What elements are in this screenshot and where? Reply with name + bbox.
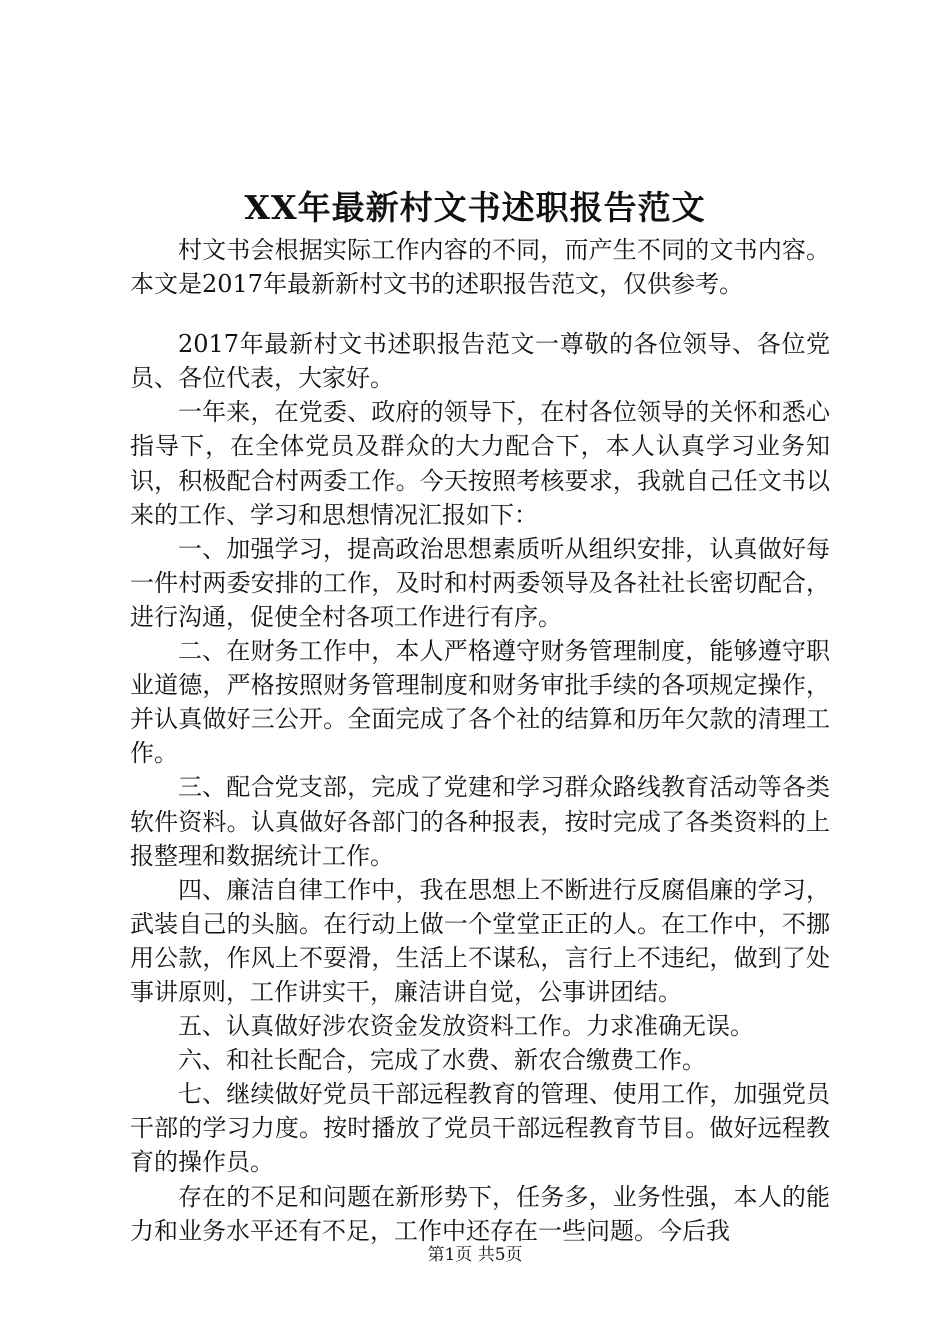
- paragraph-item-7: 七、继续做好党员干部远程教育的管理、使用工作，加强党员干部的学习力度。按时播放了党员干部远程教育节目。做好远程教育的操作员。: [130, 1080, 830, 1177]
- paragraph-greeting: 2017年最新村文书述职报告范文一尊敬的各位领导、各位党员、各位代表，大家好。: [130, 330, 830, 393]
- paragraph-item-2: 二、在财务工作中，本人严格遵守财务管理制度，能够遵守职业道德，严格按照财务管理制度和财务审批手续的各项规定操作，并认真做好三公开。全面完成了各个社的结算和历年欠款的清理工作。: [130, 637, 830, 768]
- page-footer: 第1页 共5页: [427, 1245, 523, 1265]
- paragraph-item-3: 三、配合党支部，完成了党建和学习群众路线教育活动等各类软件资料。认真做好各部门的各种报表，按时完成了各类资料的上报整理和数据统计工作。: [130, 773, 830, 870]
- document-title: XX年最新村文书述职报告范文: [244, 188, 706, 227]
- paragraph-shortcomings: 存在的不足和问题在新形势下，任务多，业务性强，本人的能力和业务水平还有不足，工作中还存在一些问题。今后我: [130, 1182, 830, 1245]
- paragraph-item-6: 六、和社长配合，完成了水费、新农合缴费工作。: [178, 1046, 706, 1075]
- document-body: [130, 233, 830, 1248]
- paragraph-overview: 一年来，在党委、政府的领导下，在村各位领导的关怀和悉心指导下，在全体党员及群众的大力配合下，本人认真学习业务知识，积极配合村两委工作。今天按照考核要求，我就自己任文书以来的工作、学习和思想情况汇报如下：: [130, 398, 830, 529]
- paragraph-item-1: 一、加强学习，提高政治思想素质听从组织安排，认真做好每一件村两委安排的工作，及时和村两委领导及各社社长密切配合，进行沟通，促使全村各项工作进行有序。: [130, 534, 830, 631]
- paragraph-item-4: 四、廉洁自律工作中，我在思想上不断进行反腐倡廉的学习，武装自己的头脑。在行动上做一个堂堂正正的人。在工作中，不挪用公款，作风上不耍滑，生活上不谋私，言行上不违纪，做到了处事讲原则，工作讲实干，廉洁讲自觉，公事讲团结。: [130, 875, 830, 1006]
- paragraph-item-5: 五、认真做好涉农资金发放资料工作。力求准确无误。: [178, 1012, 754, 1041]
- paragraph-intro: 村文书会根据实际工作内容的不同，而产生不同的文书内容。本文是2017年最新新村文书的述职报告范文，仅供参考。: [130, 236, 830, 299]
